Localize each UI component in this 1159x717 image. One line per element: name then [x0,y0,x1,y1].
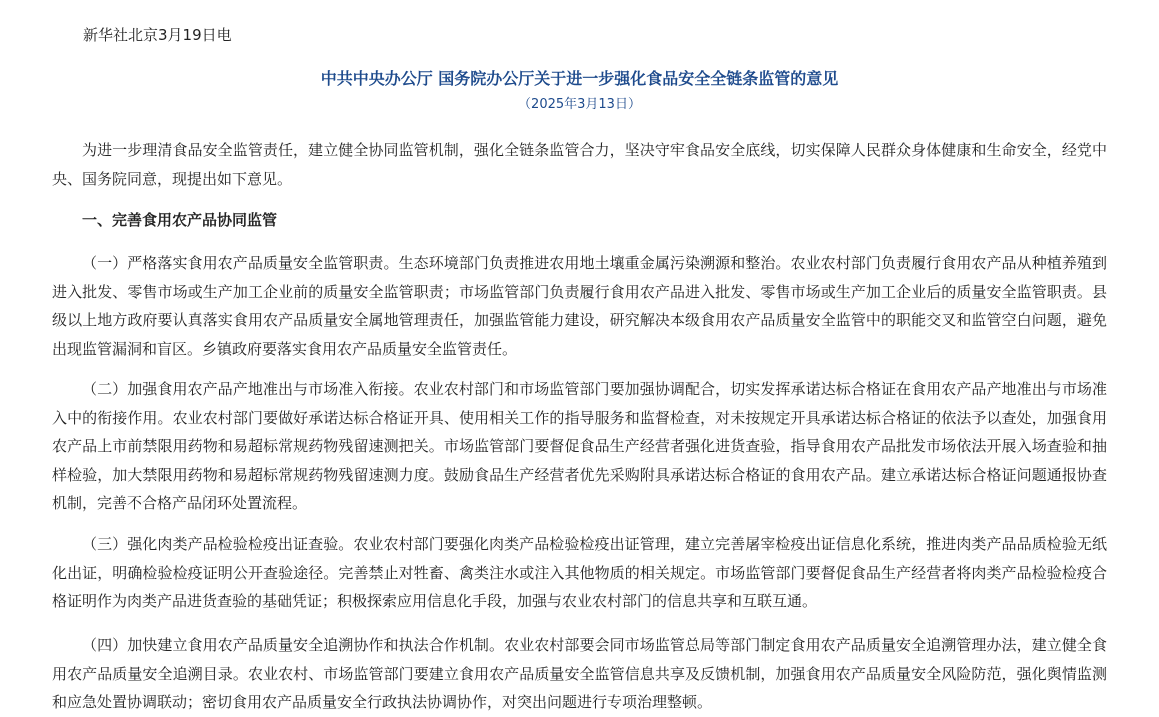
article-title: 中共中央办公厅 国务院办公厅关于进一步强化食品安全全链条监管的意见 [320,69,839,88]
dateline: 新华社北京3月19日电 [83,26,232,44]
paragraph-3: （三）强化肉类产品检验检疫出证查验。农业农村部门要强化肉类产品检验检疫出证管理，建立完善屠宰检疫出证信息化系统，推进肉类产品品质检验无纸化出证，明确检验检疫证明公开查验途径。完善禁止对牲畜、禽类注水或注入其他物质的相关规定。市场监管部门要督促食品生产经营者将肉类产品检验检疫合格证明作为肉类产品进货查验的基础凭证；积极探索应用信息化手段，加强与农业农村部门的信息共享和互联互通。 [52,535,1107,610]
article-date: （2025年3月13日） [518,97,641,112]
paragraph-2: （二）加强食用农产品产地准出与市场准入衔接。农业农村部门和市场监管部门要加强协调配合，切实发挥承诺达标合格证在食用农产品产地准出与市场准入中的衔接作用。农业农村部门要做好承诺达标合格证开具、使用相关工作的指导服务和监督检查，对未按规定开具承诺达标合格证的依法予以查处，加强食用农产品上市前禁限用药物和易超标常规药物残留速测把关。市场监管部门要督促食品生产经营者强化进货查验，指导食用农产品批发市场依法开展入场查验和抽样检验，加大禁限用药物和易超标常规药物残留速测力度。鼓励食品生产经营者优先采购附具承诺达标合格证的食用农产品。建立承诺达标合格证问题通报协查机制，完善不合格产品闭环处置流程。 [52,380,1107,512]
intro-paragraph: 为进一步理清食品安全监管责任，建立健全协同监管机制，强化全链条监管合力，坚决守牢食品安全底线，切实保障人民群众身体健康和生命安全，经党中央、国务院同意，现提出如下意见。 [52,141,1107,188]
paragraph-4: （四）加快建立食用农产品质量安全追溯协作和执法合作机制。农业农村部要会同市场监管总局等部门制定食用农产品质量安全追溯管理办法，建立健全食用农产品质量安全追溯目录。农业农村、市场监管部门要建立食用农产品质量安全监管信息共享及反馈机制，加强食用农产品质量安全风险防范，强化舆情监测和应急处置协调联动；密切食用农产品质量安全行政执法协调协作，对突出问题进行专项治理整顿。 [52,636,1107,711]
paragraph-1: （一）严格落实食用农产品质量安全监管职责。生态环境部门负责推进农用地土壤重金属污染溯源和整治。农业农村部门负责履行食用农产品从种植养殖到进入批发、零售市场或生产加工企业前的质量安全监管职责；市场监管部门负责履行食用农产品进入批发、零售市场或生产加工企业后的质量安全监管职责。县级以上地方政府要认真落实食用农产品质量安全属地管理责任，加强监管能力建设，研究解决本级食用农产品质量安全监管中的职能交叉和监管空白问题，避免出现监管漏洞和盲区。乡镇政府要落实食用农产品质量安全监管责任。 [52,254,1107,358]
section-heading: 一、完善食用农产品协同监管 [82,211,278,229]
